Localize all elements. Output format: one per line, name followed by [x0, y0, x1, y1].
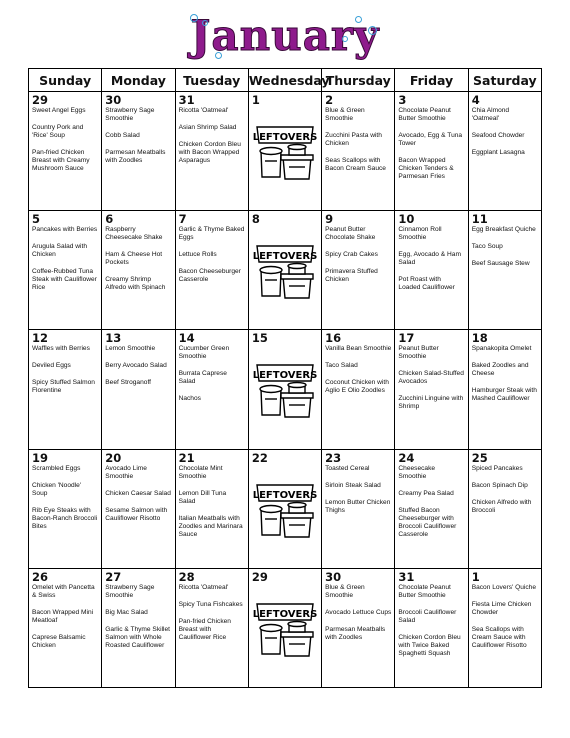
day-number: 25 — [471, 450, 488, 465]
meal-item: Coconut Chicken with Aglio E Olio Zoodles — [325, 379, 389, 395]
meal-item: Arugula Salad with Chicken — [32, 243, 87, 259]
day-cell — [248, 449, 321, 568]
meal-item: Eggplant Lasagna — [471, 149, 525, 156]
meal-item: Garlic & Thyme Skillet Salmon with Whole Roasted Cauliflower — [105, 625, 171, 649]
day-cell — [395, 92, 468, 211]
day-number: 20 — [105, 450, 122, 465]
day-cell — [468, 449, 541, 568]
day-number: 16 — [325, 331, 342, 346]
leftovers-image — [252, 121, 318, 183]
meal-item: Blue & Green Smoothie — [325, 107, 365, 122]
day-number: 17 — [398, 331, 415, 346]
week-row — [29, 330, 542, 449]
calendar-body — [29, 92, 542, 688]
day-number: 9 — [325, 212, 334, 227]
weekday-header: Monday — [102, 69, 175, 92]
leftovers-label: LEFTOVERS — [252, 489, 317, 501]
week-row — [29, 568, 542, 687]
day-cell — [29, 330, 102, 449]
meal-item: Parmesan Meatballs with Zoodles — [325, 625, 386, 641]
meal-item: Cheesecake Smoothie — [398, 464, 436, 480]
leftovers-containers-icon — [253, 598, 317, 660]
meal-item: Scrambled Eggs — [32, 464, 81, 472]
day-cell — [395, 568, 468, 687]
meal-item: Chicken Alfredo with Broccoli — [471, 498, 532, 514]
day-cell — [395, 211, 468, 330]
meal-item: Zucchini Pasta with Chicken — [325, 132, 382, 147]
day-number: 6 — [105, 212, 114, 227]
day-cell — [102, 449, 175, 568]
meal-item: Chia Almond 'Oatmeal' — [471, 107, 510, 122]
meal-item: Seafood Chowder — [471, 132, 525, 139]
meal-item: Avocado Lime Smoothie — [105, 464, 147, 480]
meal-item: Cucumber Green Smoothie — [178, 345, 230, 361]
day-number: 8 — [251, 212, 260, 227]
day-cell — [468, 568, 541, 687]
day-number: 11 — [471, 212, 488, 227]
meal-item: Sirloin Steak Salad — [325, 481, 381, 489]
meal-item: Chocolate Mint Smoothie — [178, 464, 223, 480]
meal-item: Avocado Lettuce Cups — [325, 608, 392, 616]
day-cell — [248, 568, 321, 687]
calendar-header — [0, 6, 570, 66]
leftovers-label: LEFTOVERS — [252, 132, 317, 143]
meal-item: Pot Roast with Loaded Cauliflower — [398, 276, 455, 292]
weekday-header: Friday — [395, 69, 468, 92]
meal-item: Sea Scallops with Cream Sauce with Cauliflower Risotto — [471, 625, 527, 649]
meal-item: Chicken 'Noodle' Soup — [32, 481, 82, 497]
day-number: 18 — [471, 331, 488, 346]
day-number: 1 — [471, 569, 480, 584]
weekday-header: Thursday — [322, 69, 395, 92]
day-cell — [29, 449, 102, 568]
leftovers-containers-icon — [253, 121, 317, 183]
meal-item: Avocado, Egg & Tuna Tower — [398, 132, 463, 147]
meal-item: Chocolate Peanut Butter Smoothie — [398, 583, 451, 599]
meal-item: Chicken Caesar Salad — [105, 489, 171, 497]
day-number: 2 — [325, 93, 334, 107]
day-number: 28 — [178, 569, 195, 584]
day-number: 29 — [32, 93, 49, 107]
day-number: 1 — [251, 93, 260, 107]
day-cell — [29, 92, 102, 211]
day-cell — [248, 330, 321, 449]
weekday-header: Tuesday — [175, 69, 248, 92]
day-cell — [395, 449, 468, 568]
meal-item: Bacon Wrapped Chicken Tenders & Parmesan Fries — [398, 157, 454, 180]
meal-item: Hamburger Steak with Mashed Cauliflower — [471, 387, 537, 403]
meal-item: Country Pork and 'Rice' Soup — [32, 124, 84, 139]
meal-item: Beef Stroganoff — [105, 379, 151, 387]
day-cell — [29, 568, 102, 687]
meal-item: Sweet Angel Eggs — [32, 107, 86, 114]
day-number: 24 — [398, 450, 415, 465]
meal-item: Big Mac Salad — [105, 608, 148, 616]
day-number: 19 — [32, 450, 49, 465]
day-cell — [322, 211, 395, 330]
day-cell — [395, 330, 468, 449]
week-row — [29, 92, 542, 211]
day-cell — [468, 92, 541, 211]
day-cell — [102, 330, 175, 449]
meal-item: Fiesta Lime Chicken Chowder — [471, 600, 532, 616]
meal-item: Creamy Pea Salad — [398, 489, 454, 497]
leftovers-label: LEFTOVERS — [252, 608, 317, 620]
meal-item: Italian Meatballs with Zoodles and Marinara Sauce — [178, 514, 243, 538]
day-number: 3 — [398, 93, 407, 107]
day-cell — [102, 92, 175, 211]
weekday-header: Wednesday — [248, 69, 321, 92]
meal-item: Bacon Wrapped Mini Meatloaf — [32, 608, 94, 624]
meal-item: Bacon Cheeseburger Casserole — [178, 268, 241, 284]
meal-item: Spicy Crab Cakes — [325, 251, 378, 259]
meal-item: Chicken Salad-Stuffed Avocados — [398, 370, 464, 386]
meal-item: Cinnamon Roll Smoothie — [398, 226, 442, 242]
day-number: 23 — [325, 450, 342, 465]
week-row — [29, 449, 542, 568]
meal-item: Seas Scallops with Bacon Cream Sauce — [325, 157, 386, 172]
day-number: 31 — [398, 569, 415, 584]
meal-item: Spicy Stuffed Salmon Florentine — [32, 379, 95, 395]
meal-item: Egg, Avocado & Ham Salad — [398, 251, 461, 267]
meal-item: Garlic & Thyme Baked Eggs — [178, 226, 245, 242]
day-number: 21 — [178, 450, 195, 465]
day-cell — [468, 211, 541, 330]
day-cell — [175, 568, 248, 687]
day-number: 14 — [178, 331, 195, 346]
leftovers-label: LEFTOVERS — [252, 370, 317, 382]
meal-item: Deviled Eggs — [32, 362, 71, 370]
day-number: 30 — [105, 93, 122, 107]
meal-item: Bacon Lovers' Quiche — [471, 583, 536, 591]
leftovers-containers-icon — [253, 240, 317, 302]
meal-item: Coffee-Rubbed Tuna Steak with Cauliflower Rice — [32, 268, 97, 292]
day-number: 5 — [32, 212, 41, 227]
meal-item: Rib Eye Steaks with Bacon-Ranch Broccoli Bites — [32, 506, 98, 530]
meal-item: Cobb Salad — [105, 132, 140, 139]
meal-item: Berry Avocado Salad — [105, 362, 167, 370]
day-cell — [468, 330, 541, 449]
meal-item: Lemon Butter Chicken Thighs — [325, 498, 391, 514]
meal-item: Beef Sausage Stew — [471, 260, 530, 268]
meal-item: Toasted Cereal — [325, 464, 370, 472]
meal-item: Lemon Smoothie — [105, 345, 156, 353]
bubble-decoration — [355, 16, 362, 23]
day-cell — [175, 92, 248, 211]
leftovers-image — [252, 240, 318, 302]
meal-item: Sesame Salmon with Cauliflower Risotto — [105, 506, 168, 522]
bubble-decoration — [215, 52, 222, 59]
day-cell — [322, 568, 395, 687]
meal-item: Taco Soup — [471, 243, 503, 251]
meal-item: Ricotta 'Oatmeal' — [178, 107, 229, 114]
day-number: 22 — [251, 450, 268, 465]
meal-item: Spicy Tuna Fishcakes — [178, 600, 243, 608]
meal-item: Peanut Butter Smoothie — [398, 345, 439, 361]
meal-item: Parmesan Meatballs with Zoodles — [105, 149, 166, 164]
meal-item: Pancakes with Berries — [32, 226, 98, 234]
bubble-decoration — [190, 14, 198, 22]
day-number: 26 — [32, 569, 49, 584]
meal-item: Pan-fried Chicken Breast with Creamy Mushroom Sauce — [32, 149, 90, 172]
meal-item: Bacon Spinach Dip — [471, 481, 528, 489]
meal-item: Caprese Balsamic Chicken — [32, 633, 86, 649]
meal-item: Taco Salad — [325, 362, 358, 370]
day-number: 12 — [32, 331, 49, 346]
weekday-header-row — [29, 69, 542, 92]
day-cell — [248, 92, 321, 211]
meal-item: Chocolate Peanut Butter Smoothie — [398, 107, 451, 122]
day-number: 31 — [178, 93, 195, 107]
meal-item: Chicken Cordon Bleu with Twice Baked Spaghetti Squash — [398, 633, 461, 657]
bubble-decoration — [368, 26, 377, 35]
leftovers-label: LEFTOVERS — [252, 251, 317, 263]
week-row — [29, 211, 542, 330]
leftovers-image — [252, 479, 318, 541]
meal-item: Baked Zoodles and Cheese — [471, 362, 529, 378]
bubble-decoration — [342, 36, 348, 42]
month-title: January — [190, 11, 380, 60]
leftovers-image — [252, 598, 318, 660]
meal-item: Ham & Cheese Hot Pockets — [105, 251, 163, 267]
day-cell — [322, 330, 395, 449]
meal-item: Spanakopita Omelet — [471, 345, 532, 353]
meal-item: Vanilla Bean Smoothie — [325, 345, 392, 353]
meal-item: Lemon Dill Tuna Salad — [178, 489, 227, 505]
meal-item: Asian Shrimp Salad — [178, 124, 237, 131]
meal-item: Waffles with Berries — [32, 345, 90, 353]
meal-item: Blue & Green Smoothie — [325, 583, 365, 599]
day-cell — [248, 211, 321, 330]
meal-item: Ricotta 'Oatmeal' — [178, 583, 229, 591]
day-number: 29 — [251, 569, 268, 584]
meal-item: Raspberry Cheesecake Shake — [105, 226, 163, 242]
meal-item: Spiced Pancakes — [471, 464, 523, 472]
weekday-header: Saturday — [468, 69, 541, 92]
meal-item: Stuffed Bacon Cheeseburger with Broccoli Cauliflower Casserole — [398, 506, 457, 538]
day-cell — [175, 330, 248, 449]
leftovers-image — [252, 359, 318, 421]
meal-item: Chicken Cordon Bleu with Bacon Wrapped Asparagus — [178, 141, 241, 164]
day-number: 15 — [251, 331, 268, 346]
meal-item: Creamy Shrimp Alfredo with Spinach — [105, 276, 166, 292]
meal-item: Peanut Butter Chocolate Shake — [325, 226, 376, 242]
day-cell — [29, 211, 102, 330]
day-number: 13 — [105, 331, 122, 346]
meal-item: Egg Breakfast Quiche — [471, 226, 536, 234]
meal-item: Broccoli Cauliflower Salad — [398, 608, 457, 624]
day-number: 7 — [178, 212, 187, 227]
meal-item: Primavera Stuffed Chicken — [325, 268, 378, 284]
bubble-decoration — [202, 20, 208, 26]
day-cell — [322, 449, 395, 568]
day-cell — [102, 568, 175, 687]
day-number: 10 — [398, 212, 415, 227]
day-cell — [175, 449, 248, 568]
meal-item: Strawberry Sage Smoothie — [105, 107, 155, 122]
weekday-header: Sunday — [29, 69, 102, 92]
day-cell — [175, 211, 248, 330]
leftovers-containers-icon — [253, 359, 317, 421]
meal-item: Omelet with Pancetta & Swiss — [32, 583, 95, 599]
day-number: 30 — [325, 569, 342, 584]
meal-item: Burrata Caprese Salad — [178, 370, 227, 386]
meal-item: Pan-fried Chicken Breast with Cauliflower Rice — [178, 617, 231, 641]
meal-item: Nachos — [178, 395, 201, 403]
meal-item: Lettuce Rolls — [178, 251, 217, 259]
leftovers-containers-icon — [253, 479, 317, 541]
meal-item: Strawberry Sage Smoothie — [105, 583, 155, 599]
day-cell — [102, 211, 175, 330]
day-number: 27 — [105, 569, 122, 584]
day-number: 4 — [471, 93, 480, 107]
calendar-grid — [28, 68, 542, 688]
day-cell — [322, 92, 395, 211]
meal-item: Zucchini Linguine with Shrimp — [398, 395, 464, 411]
